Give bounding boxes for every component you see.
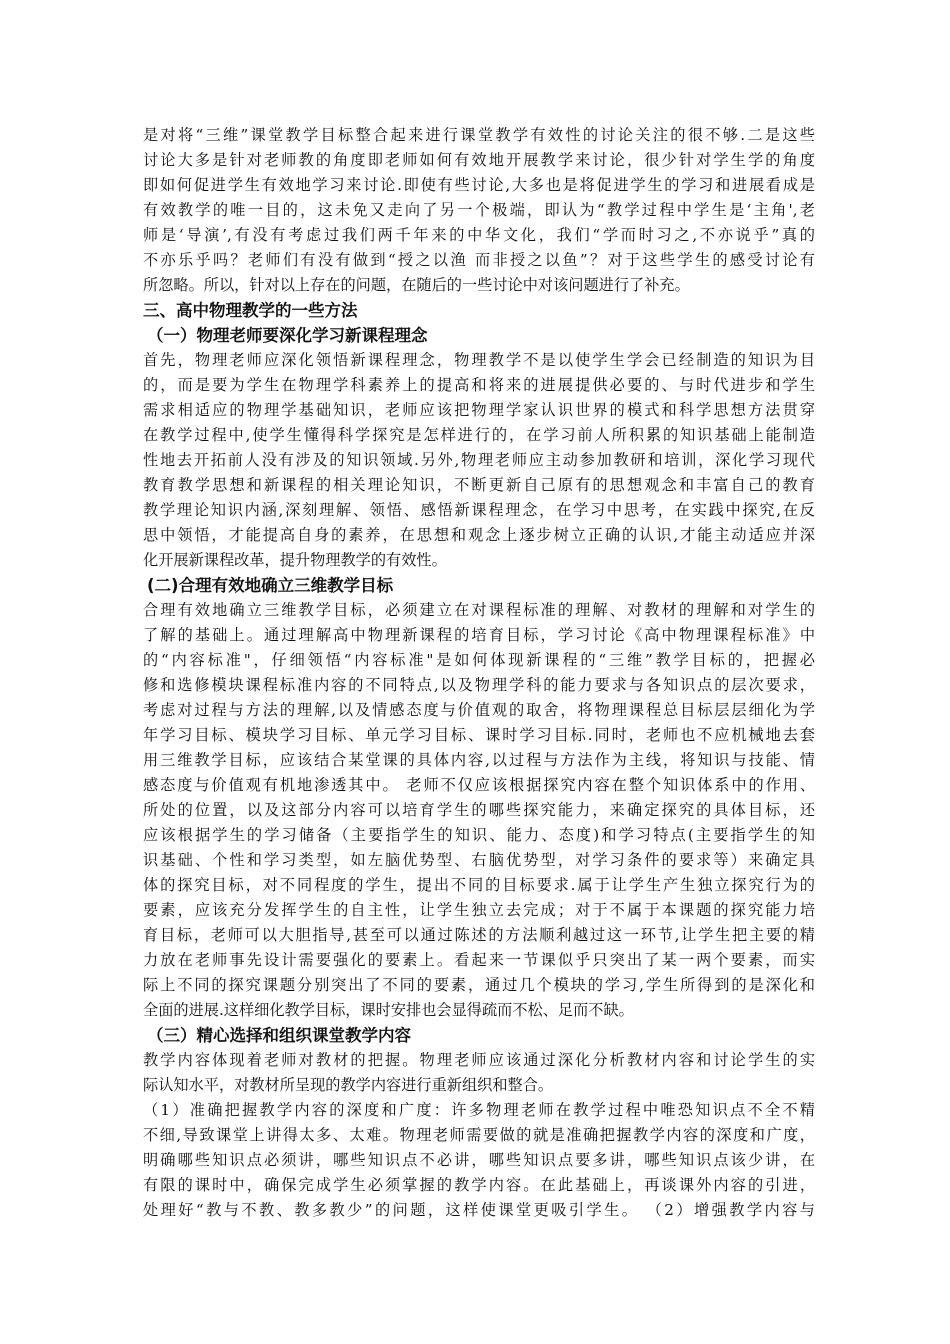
text-line: 育目标，老师可以大胆指导,甚至可以通过陈述的方法顺利越过这一环节,让学生把主要的精 <box>143 926 815 944</box>
text-line: （1）准确把握教学内容的深度和广度：许多物理老师在教学过程中唯恐知识点不全不精 <box>143 1101 815 1119</box>
subsection-three-body <box>143 1048 815 1098</box>
document-page <box>143 123 815 1223</box>
text-line: 是对将“三维”课堂教学目标整合起来进行课堂教学有效性的讨论关注的很不够.二是这些 <box>143 126 815 144</box>
section-three-title: 三、高中物理教学的一些方法 <box>143 301 358 320</box>
text-line: 教育教学思想和新课程的相关理论知识，不断更新自己原有的思想观念和丰富自己的教育 <box>143 476 815 494</box>
text-line: 考虑对过程与方法的理解,以及情感态度与价值观的取舍，将物理课程总目标层层细化为学 <box>143 701 815 719</box>
text-line: 体的探究目标，对不同程度的学生，提出不同的目标要求.属于让学生产生独立探究行为的 <box>143 876 815 894</box>
subsection-three-title: （三）精心选择和组织课堂教学内容 <box>147 1026 411 1045</box>
text-line: 明确哪些知识点必须讲，哪些知识点不必讲，哪些知识点要多讲，哪些知识点该少讲，在 <box>143 1151 815 1169</box>
subsection-two-body <box>143 598 815 1023</box>
item-one-body <box>143 1098 815 1223</box>
text-line: 不亦乐乎吗？老师们有没有做到“授之以渔 而非授之以鱼”？对于这些学生的感受讨论有 <box>143 251 815 269</box>
text-line: 所处的位置，以及这部分内容可以培育学生的哪些探究能力，来确定探究的具体目标，还 <box>143 801 815 819</box>
text-line: 了解的基础上。通过理解高中物理新课程的培育目标，学习讨论《高中物理课程标准》中 <box>143 626 815 644</box>
text-line: 的，而是要为学生在物理学科素养上的提高和将来的进展提供必要的、与时代进步和学生 <box>143 376 815 394</box>
text-line: 教学理论知识内涵,深刻理解、领悟、感悟新课程理念，在学习中思考，在实践中探究,在反 <box>143 501 815 519</box>
text-line: 力放在老师事先设计需要强化的要素上。看起来一节课似乎只突出了某一两个要素，而实 <box>143 951 815 969</box>
text-line: 性地去开拓前人没有涉及的知识领域.另外,物理老师应主动参加教研和培训，深化学习现代 <box>143 451 815 469</box>
text-line: 合理有效地确立三维教学目标，必须建立在对课程标准的理解、对教材的理解和对学生的 <box>143 601 815 619</box>
text-line: 即如何促进学生有效地学习来讨论.即使有些讨论,大多也是将促进学生的学习和进展看成是 <box>143 176 815 194</box>
text-line: 讨论大多是针对老师教的角度即老师如何有效地开展教学来讨论，很少针对学生学的角度 <box>143 151 815 169</box>
text-line: 际上不同的探究课题分别突出了不同的要素，通过几个模块的学习,学生所得到的是深化和 <box>143 976 815 994</box>
text-line: 处理好“教与不教、教多教少”的问题，这样使课堂更吸引学生。 （2）增强教学内容与 <box>143 1201 815 1219</box>
text-line: 有限的课时中，确保完成学生必须掌握的教学内容。在此基础上，再谈课外内容的引进， <box>143 1176 815 1194</box>
text-line: 化开展新课程改革，提升物理教学的有效性。 <box>143 551 447 569</box>
text-line: 的“内容标准"，仔细领悟“内容标准"是如何体现新课程的“三维”教学目标的，把握必 <box>143 651 815 669</box>
text-line: 教学内容体现着老师对教材的把握。物理老师应该通过深化分析教材内容和讨论学生的实 <box>143 1051 815 1069</box>
subsection-two-title: (二)合理有效地确立三维教学目标 <box>147 576 394 595</box>
text-line: 感态度与价值观有机地渗透其中。 老师不仅应该根据探究内容在整个知识体系中的作用、 <box>143 776 815 794</box>
text-line: 所忽略。所以，针对以上存在的问题，在随后的一些讨论中对该问题进行了补充。 <box>143 276 690 294</box>
text-line: 际认知水平，对教材所呈现的教学内容进行重新组织和整合。 <box>143 1076 554 1094</box>
text-line: 师是‘导演’,有没有考虑过我们两千年来的中华文化，我们“学而时习之,不亦说乎”真的 <box>143 226 815 244</box>
text-line: 应该根据学生的学习储备（主要指学生的知识、能力、态度)和学习特点(主要指学生的知 <box>143 826 815 844</box>
text-line: 不细,导致课堂上讲得太多、太难。物理老师需要做的就是准确把握教学内容的深度和广度， <box>143 1126 815 1144</box>
text-line: 在教学过程中,使学生懂得科学探究是怎样进行的，在学习前人所积累的知识基础上能制造 <box>143 426 815 444</box>
text-line: 有效教学的唯一目的，这未免又走向了另一个极端，即认为“教学过程中学生是‘主角',老 <box>143 201 815 219</box>
subsection-one-body <box>143 348 815 573</box>
text-line: 首先，物理老师应深化领悟新课程理念，物理教学不是以使学生学会已经制造的知识为目 <box>143 351 815 369</box>
subsection-one-title: （一）物理老师要深化学习新课程理念 <box>147 326 428 345</box>
text-line: 需求相适应的物理学基础知识，老师应该把物理学家认识世界的模式和科学思想方法贯穿 <box>143 401 815 419</box>
text-line: 年学习目标、模块学习目标、单元学习目标、课时学习目标.同时，老师也不应机械地去套 <box>143 726 815 744</box>
text-line: 全面的进展.这样细化教学目标，课时安排也会显得疏而不松、足而不缺。 <box>143 1001 634 1019</box>
text-line: 修和选修模块课程标准内容的不同特点,以及物理学科的能力要求与各知识点的层次要求， <box>143 676 815 694</box>
paragraph-intro <box>143 123 815 298</box>
text-line: 识基础、个性和学习类型，如左脑优势型、右脑优势型，对学习条件的要求等）来确定具 <box>143 851 815 869</box>
text-line: 思中领悟，才能提高自身的素养，在思想和观念上逐步树立正确的认识,才能主动适应并深 <box>143 526 815 544</box>
text-line: 要素，应该充分发挥学生的自主性，让学生独立去完成；对于不属于本课题的探究能力培 <box>143 901 815 919</box>
text-line: 用三维教学目标，应该结合某堂课的具体内容,以过程与方法作为主线，将知识与技能、情 <box>143 751 815 769</box>
